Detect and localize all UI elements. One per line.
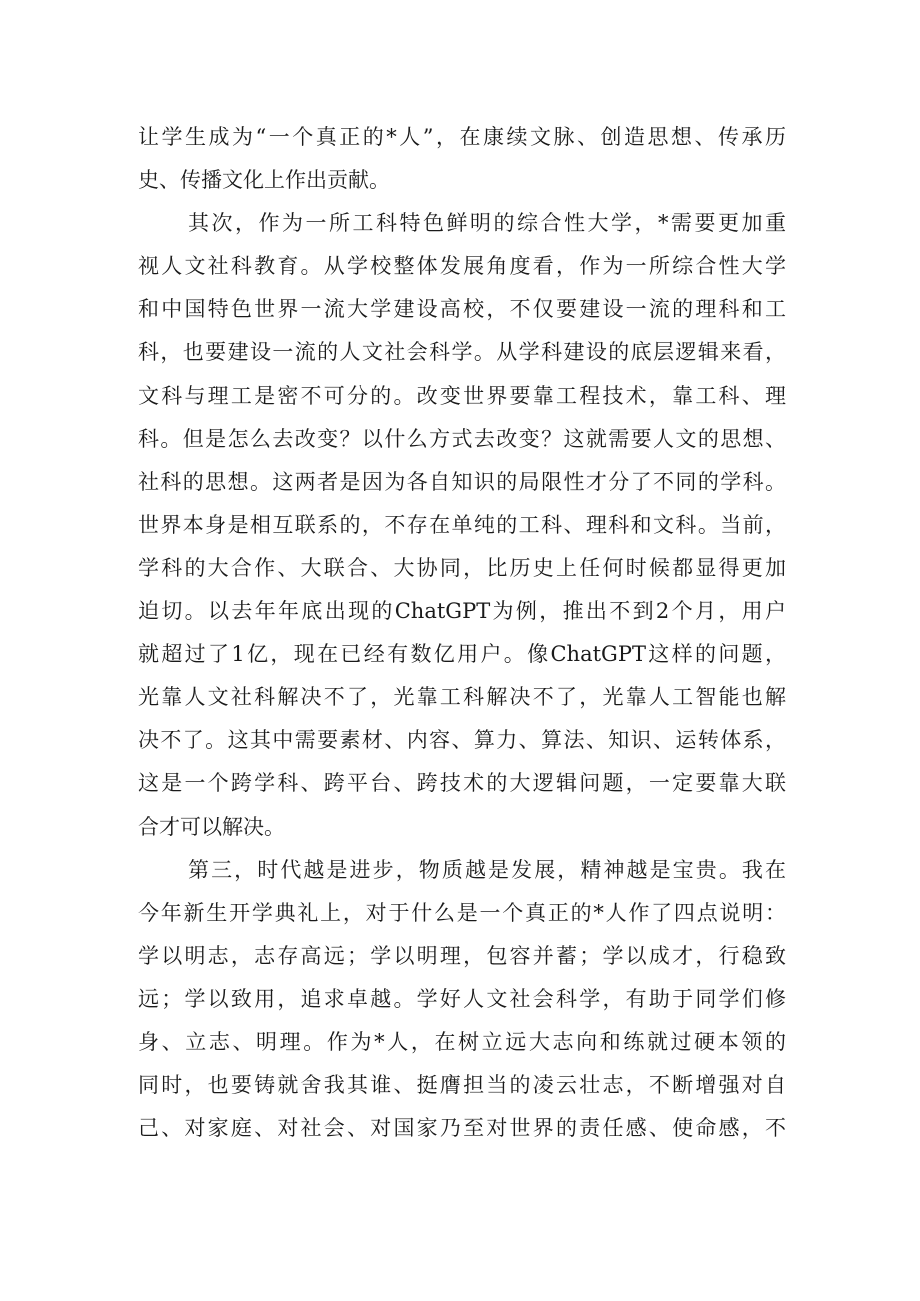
text-line: 科，也要建设一流的人文社会科学。从学科建设的底层逻辑来看，: [138, 340, 786, 365]
text-line: 己、对家庭、对社会、对国家乃至对世界的责任感、使命感，不: [138, 1116, 786, 1141]
text-line: 这是一个跨学科、跨平台、跨技术的大逻辑问题，一定要靠大联: [138, 771, 786, 796]
text-line: 史、传播文化上作出贡献。: [138, 168, 390, 193]
paragraph-first-line: 第三，时代越是进步，物质越是发展，精神越是宝贵。我在: [188, 857, 786, 882]
text-line: 今年新生开学典礼上，对于什么是一个真正的*人作了四点说明：: [138, 900, 786, 925]
text-line: 和中国特色世界一流大学建设高校，不仅要建设一流的理科和工: [138, 297, 786, 322]
text-line: 文科与理工是密不可分的。改变世界要靠工程技术，靠工科、理: [138, 383, 786, 408]
body-text: [138, 116, 786, 1150]
paragraph-first-line: 其次，作为一所工科特色鲜明的综合性大学，*需要更加重: [188, 211, 786, 236]
text-line: 迫切。以去年年底出现的ChatGPT为例，推出不到2个月，用户: [138, 599, 786, 624]
text-line: 决不了。这其中需要素材、内容、算力、算法、知识、运转体系，: [138, 728, 786, 753]
text-line: 就超过了1亿，现在已经有数亿用户。像ChatGPT这样的问题，: [138, 642, 786, 667]
text-line: 让学生成为“一个真正的*人”，在康续文脉、创造思想、传承历: [138, 125, 786, 149]
text-line: 视人文社科教育。从学校整体发展角度看，作为一所综合性大学: [138, 254, 786, 279]
text-line: 身、立志、明理。作为*人，在树立远大志向和练就过硬本领的: [138, 1029, 786, 1054]
text-line: 学科的大合作、大联合、大协同，比历史上任何时候都显得更加: [138, 555, 786, 580]
text-line: 世界本身是相互联系的，不存在单纯的工科、理科和文科。当前，: [138, 512, 786, 537]
text-line: 合才可以解决。: [138, 814, 285, 839]
text-line: 远；学以致用，追求卓越。学好人文社会科学，有助于同学们修: [138, 986, 786, 1011]
text-line: 社科的思想。这两者是因为各自知识的局限性才分了不同的学科。: [138, 469, 786, 494]
text-line: 同时，也要铸就舍我其谁、挺膺担当的凌云壮志，不断增强对自: [138, 1073, 786, 1098]
text-line: 学以明志，志存高远；学以明理，包容并蓄；学以成才，行稳致: [138, 943, 786, 968]
text-line: 光靠人文社科解决不了，光靠工科解决不了，光靠人工智能也解: [138, 685, 786, 710]
text-line: 科。但是怎么去改变？以什么方式去改变？这就需要人文的思想、: [138, 426, 786, 451]
